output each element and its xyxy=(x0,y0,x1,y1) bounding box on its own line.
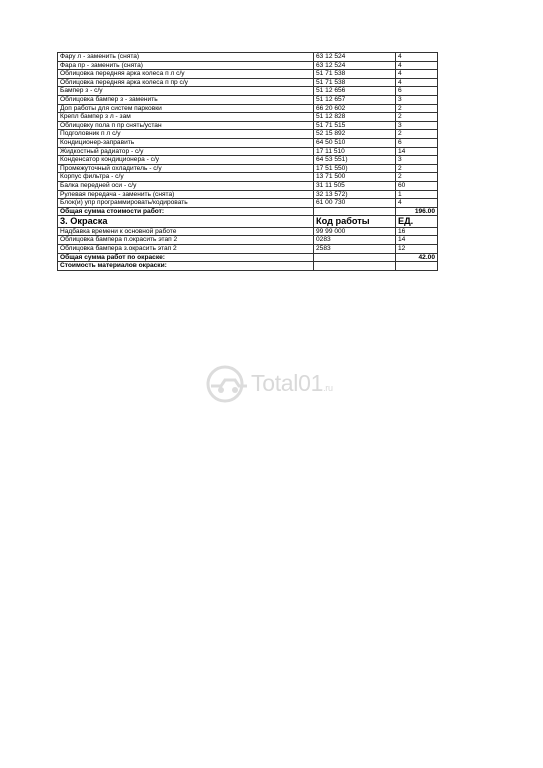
operation-name: Жидкостный радиатор - с/у xyxy=(58,147,314,156)
work-code: 17 51 550) xyxy=(314,164,396,173)
work-units: 14 xyxy=(396,147,438,156)
table-row xyxy=(58,113,438,122)
operation-name: Надбавка времени к основной работе xyxy=(58,227,314,236)
table-row xyxy=(58,199,438,208)
work-units: 2 xyxy=(396,104,438,113)
section-painting-header xyxy=(58,216,438,228)
work-code: 51 12 656 xyxy=(314,87,396,96)
table-row xyxy=(58,138,438,147)
work-code: 61 00 730 xyxy=(314,199,396,208)
work-code: 51 71 538 xyxy=(314,70,396,79)
operation-name: Блок(и) упр программировать/кодировать xyxy=(58,199,314,208)
work-units: 4 xyxy=(396,78,438,87)
operation-name: Бампер з - с/у xyxy=(58,87,314,96)
work-units: 3 xyxy=(396,121,438,130)
operation-name: Облицовка бампера п.окрасить этап 2 xyxy=(58,236,314,245)
table-row xyxy=(58,147,438,156)
watermark xyxy=(203,360,353,410)
operation-name: Промежуточный охладитель - с/у xyxy=(58,164,314,173)
operation-name: Корпус фильтра - с/у xyxy=(58,173,314,182)
table-row xyxy=(58,156,438,165)
paint-row xyxy=(58,244,438,253)
materials-label: Стоимость материалов окраски: xyxy=(58,262,314,271)
work-units: 12 xyxy=(396,244,438,253)
work-code: 31 11 505 xyxy=(314,181,396,190)
work-units: 2 xyxy=(396,164,438,173)
work-code: 13 71 500 xyxy=(314,173,396,182)
work-units: 4 xyxy=(396,199,438,208)
table-row xyxy=(58,181,438,190)
operation-name: Облицовка передняя арка колеса п л с/у xyxy=(58,70,314,79)
table-row xyxy=(58,70,438,79)
work-code: 51 12 657 xyxy=(314,95,396,104)
operation-name: Конденсатор кондиционера - с/у xyxy=(58,156,314,165)
operation-name: Доп работы для систем парковки xyxy=(58,104,314,113)
table-row xyxy=(58,164,438,173)
section-title: 3. Окраска xyxy=(58,216,314,228)
work-units: 3 xyxy=(396,95,438,104)
paint-row xyxy=(58,236,438,245)
table-row xyxy=(58,130,438,139)
work-code: 63 12 524 xyxy=(314,61,396,70)
work-code: 64 50 510 xyxy=(314,138,396,147)
operation-name: Облицовка передняя арка колеса п пр с/у xyxy=(58,78,314,87)
work-units: 4 xyxy=(396,70,438,79)
table-row xyxy=(58,173,438,182)
works-total-value: 196.00 xyxy=(396,207,438,216)
operation-name: Рулевая передача - заменить (снята) xyxy=(58,190,314,199)
work-code: 63 12 524 xyxy=(314,53,396,62)
table-row xyxy=(58,61,438,70)
work-units: 60 xyxy=(396,181,438,190)
paint-total-row xyxy=(58,253,438,262)
operation-name: Кондиционер-заправить xyxy=(58,138,314,147)
unit-column-header: ЕД. xyxy=(396,216,438,228)
paint-total-group xyxy=(58,253,438,270)
operation-name: Подголовник п л с/у xyxy=(58,130,314,139)
paint-rows xyxy=(58,227,438,253)
work-units: 1 xyxy=(396,190,438,199)
operation-name: Фару л - заменить (снята) xyxy=(58,53,314,62)
operation-name: Фара пр - заменить (снята) xyxy=(58,61,314,70)
work-units: 3 xyxy=(396,156,438,165)
work-units: 6 xyxy=(396,138,438,147)
operation-name: Облицовка бампер з - заменить xyxy=(58,95,314,104)
work-code: 99 99 000 xyxy=(314,227,396,236)
works-total-group xyxy=(58,207,438,227)
paint-total-label: Общая сумма работ по окраске: xyxy=(58,253,314,262)
work-code: 66 20 602 xyxy=(314,104,396,113)
watermark-logo-icon xyxy=(203,360,251,408)
work-code: 2583 xyxy=(314,244,396,253)
code-column-header: Код работы xyxy=(314,216,396,228)
table-row xyxy=(58,87,438,96)
operation-name: Облицовка бампера з.окрасить этап 2 xyxy=(58,244,314,253)
work-units: 4 xyxy=(396,61,438,70)
work-code: 17 11 510 xyxy=(314,147,396,156)
table-row xyxy=(58,53,438,62)
table-row xyxy=(58,95,438,104)
paint-row xyxy=(58,227,438,236)
work-units: 2 xyxy=(396,113,438,122)
paint-total-value: 42.00 xyxy=(396,253,438,262)
work-code: 51 71 538 xyxy=(314,78,396,87)
works-total-row xyxy=(58,207,438,216)
work-units: 16 xyxy=(396,227,438,236)
work-code: 64 53 551) xyxy=(314,156,396,165)
works-total-label: Общая сумма стоимости работ: xyxy=(58,207,314,216)
table-row xyxy=(58,121,438,130)
operation-name: Крепл бампер з л - зам xyxy=(58,113,314,122)
work-code: 51 12 828 xyxy=(314,113,396,122)
table-row xyxy=(58,190,438,199)
work-code: 51 71 515 xyxy=(314,121,396,130)
operation-name: Облицовку пола п пр снять/устан xyxy=(58,121,314,130)
work-code: 0283 xyxy=(314,236,396,245)
materials-row xyxy=(58,262,438,271)
work-code: 52 15 892 xyxy=(314,130,396,139)
work-units: 6 xyxy=(396,87,438,96)
work-units: 2 xyxy=(396,173,438,182)
work-rows xyxy=(58,53,438,208)
watermark-text: Total01.ru xyxy=(251,370,333,396)
estimate-table xyxy=(57,52,438,271)
table-row xyxy=(58,104,438,113)
operation-name: Балка передней оси - с/у xyxy=(58,181,314,190)
work-units: 4 xyxy=(396,53,438,62)
work-units: 2 xyxy=(396,130,438,139)
work-units: 14 xyxy=(396,236,438,245)
table-row xyxy=(58,78,438,87)
work-code: 32 13 572) xyxy=(314,190,396,199)
